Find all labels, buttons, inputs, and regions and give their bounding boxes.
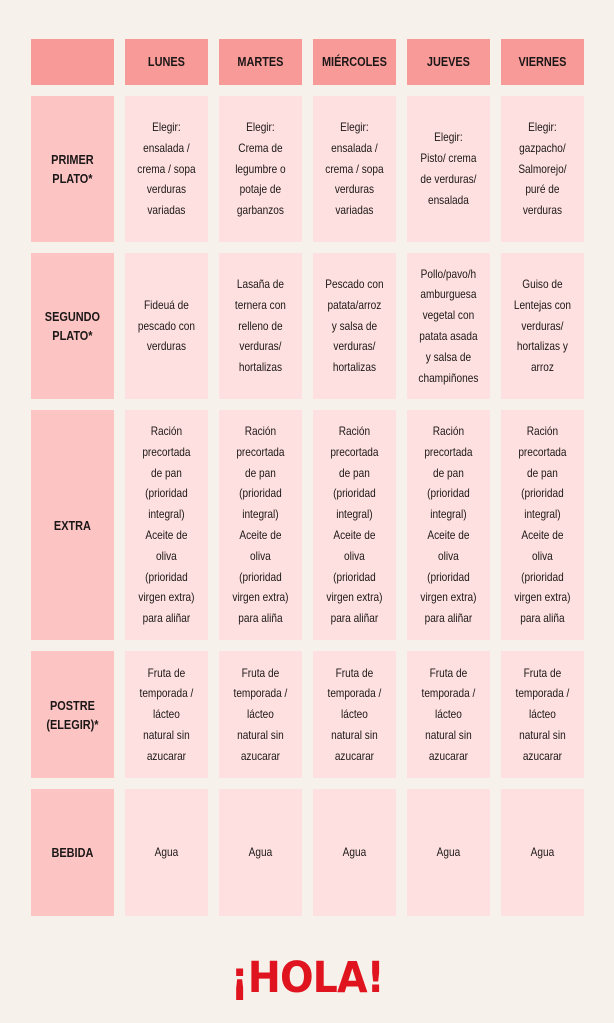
menu-cell xyxy=(125,253,208,399)
menu-cell-text: Ración precortada de pan (prioridad integral) Aceite de oliva (prioridad virgen extra) para aliñar xyxy=(326,424,383,626)
menu-cell xyxy=(219,651,302,778)
menu-cell-text: Fideuá de pescado con verduras xyxy=(137,297,196,354)
menu-cell-text: Agua xyxy=(248,845,273,860)
menu-cell xyxy=(313,789,396,916)
menu-cell xyxy=(407,410,490,640)
menu-cell-text: Elegir: ensalada / crema / sopa verduras variadas xyxy=(137,120,196,218)
row-label-text: EXTRA xyxy=(53,517,92,533)
header-day-wednesday xyxy=(313,39,396,85)
row-label-text: POSTRE (ELEGIR)* xyxy=(46,697,99,732)
row-label-primer-plato xyxy=(31,96,114,242)
weekly-menu-table xyxy=(31,39,584,916)
menu-cell xyxy=(501,96,584,242)
hola-logo xyxy=(0,946,614,1010)
header-day-monday xyxy=(125,39,208,85)
menu-cell-text: Elegir: ensalada / crema / sopa verduras variadas xyxy=(325,120,384,218)
menu-cell-text: Ración precortada de pan (prioridad integral) Aceite de oliva (prioridad virgen extra) para aliñar xyxy=(420,424,477,626)
menu-cell xyxy=(313,253,396,399)
hola-logo-text: ¡HOLA! xyxy=(230,953,384,1003)
menu-cell xyxy=(125,789,208,916)
menu-cell-text: Agua xyxy=(342,845,367,860)
menu-cell-text: Fruta de temporada / lácteo natural sin azucarar xyxy=(139,665,194,763)
menu-cell xyxy=(125,96,208,242)
header-day-label: LUNES xyxy=(147,54,186,69)
menu-cell-text: Agua xyxy=(436,845,461,860)
menu-cell-text: Ración precortada de pan (prioridad integral) Aceite de oliva (prioridad virgen extra) para aliña xyxy=(514,424,571,626)
menu-cell-text: Elegir: Crema de legumbre o potaje de garbanzos xyxy=(235,120,286,218)
menu-cell xyxy=(219,410,302,640)
row-label-text: PRIMER PLATO* xyxy=(51,152,94,186)
menu-cell xyxy=(219,253,302,399)
menu-cell xyxy=(125,651,208,778)
row-label-text: BEBIDA xyxy=(51,845,94,860)
table-corner-cell xyxy=(31,39,114,85)
menu-cell xyxy=(219,96,302,242)
menu-cell xyxy=(125,410,208,640)
menu-cell xyxy=(407,651,490,778)
menu-cell-text: Lasaña de ternera con relleno de verduras/ hortalizas xyxy=(234,277,286,375)
menu-cell-text: Pescado con patata/arroz y salsa de verduras/ hortalizas xyxy=(325,277,384,375)
menu-cell-text: Fruta de temporada / lácteo natural sin azucarar xyxy=(327,665,382,763)
menu-cell-text: Agua xyxy=(530,845,555,860)
menu-cell-text: Fruta de temporada / lácteo natural sin azucarar xyxy=(421,665,476,763)
menu-cell-text: Agua xyxy=(154,845,179,860)
row-label-postre xyxy=(31,651,114,778)
header-day-label: MIÉRCOLES xyxy=(322,54,387,69)
menu-cell xyxy=(407,96,490,242)
menu-cell xyxy=(501,789,584,916)
menu-cell-text: Elegir: Pisto/ crema de verduras/ ensalada xyxy=(420,130,477,207)
menu-cell-text: Pollo/pavo/h amburguesa vegetal con patata asada y salsa de champiñones xyxy=(418,266,479,385)
menu-cell-text: Guiso de Lentejas con verduras/ hortalizas y arroz xyxy=(513,277,572,375)
menu-cell-text: Elegir: gazpacho/ Salmorejo/ puré de verduras xyxy=(518,120,567,218)
menu-cell xyxy=(313,96,396,242)
menu-cell xyxy=(219,789,302,916)
row-label-segundo-plato xyxy=(31,253,114,399)
menu-cell xyxy=(313,651,396,778)
menu-cell-text: Ración precortada de pan (prioridad integral) Aceite de oliva (prioridad virgen extra) para aliñar xyxy=(138,424,195,626)
row-label-bebida xyxy=(31,789,114,916)
header-day-label: VIERNES xyxy=(518,54,567,69)
menu-cell xyxy=(501,410,584,640)
menu-cell xyxy=(501,253,584,399)
menu-cell xyxy=(501,651,584,778)
menu-cell-text: Fruta de temporada / lácteo natural sin azucarar xyxy=(515,665,570,763)
row-label-extra xyxy=(31,410,114,640)
header-day-tuesday xyxy=(219,39,302,85)
header-day-friday xyxy=(501,39,584,85)
menu-cell xyxy=(313,410,396,640)
menu-cell-text: Fruta de temporada / lácteo natural sin azucarar xyxy=(233,665,288,763)
menu-cell-text: Ración precortada de pan (prioridad integral) Aceite de oliva (prioridad virgen extra) para aliña xyxy=(232,424,289,626)
menu-cell xyxy=(407,253,490,399)
menu-cell xyxy=(407,789,490,916)
header-day-label: MARTES xyxy=(237,54,284,69)
header-day-label: JUEVES xyxy=(426,54,471,69)
header-day-thursday xyxy=(407,39,490,85)
row-label-text: SEGUNDO PLATO* xyxy=(44,309,101,343)
